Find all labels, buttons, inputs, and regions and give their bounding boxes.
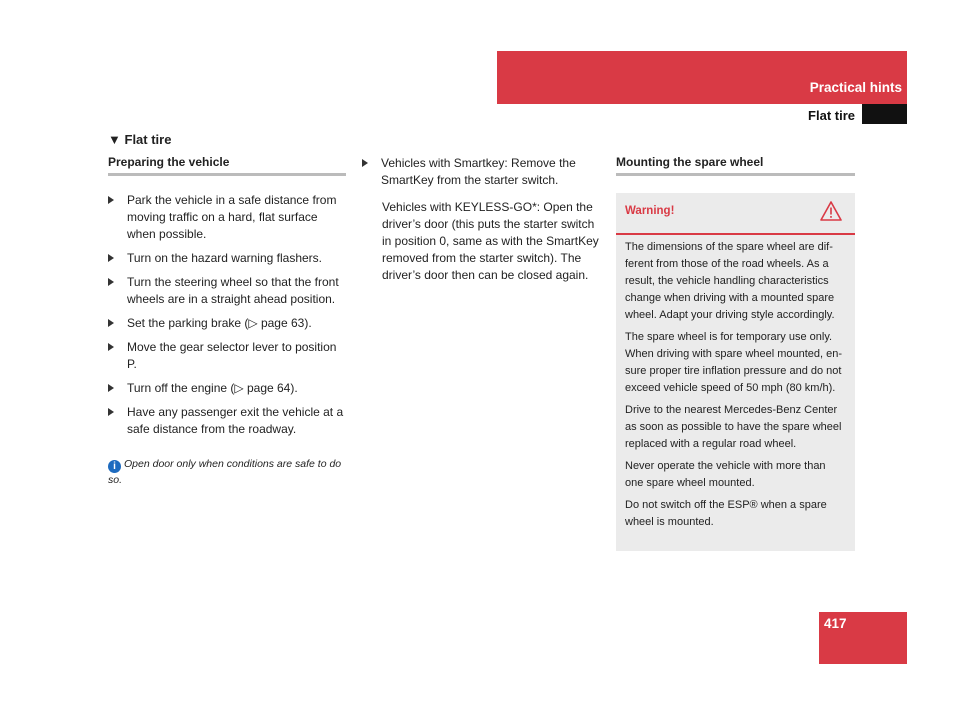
warning-body <box>616 235 855 531</box>
arrow-right-icon <box>108 254 114 262</box>
col3-heading: Mounting the spare wheel <box>616 155 855 176</box>
list-item: Set the parking brake (▷ page 63). <box>108 315 346 332</box>
arrow-right-icon <box>108 343 114 351</box>
info-icon: i <box>108 460 121 473</box>
info-note <box>108 457 348 488</box>
list-item: Turn on the hazard warning flashers. <box>108 250 346 267</box>
header-band <box>497 51 907 104</box>
header-subsection-title: Flat tire <box>808 108 855 123</box>
column-smartkey <box>362 155 602 284</box>
warning-paragraph: The spare wheel is for temporary use only. When driving with spare wheel mounted, en-sure proper tire inflation pressure and do not exceed vehicle speed of 50 mph (80 km/h). <box>625 331 843 394</box>
warning-paragraph: The dimensions of the spare wheel are dif-ferent from those of the road wheels. As a result, the vehicle handling characteristics change when driving with a mounted spare wheel. Adapt your driving style accordingly. <box>625 241 835 321</box>
arrow-right-icon <box>108 384 114 392</box>
arrow-right-icon <box>108 408 114 416</box>
triangle-down-icon: ▼ <box>108 132 121 147</box>
info-note-text: Open door only when conditions are safe to do so. <box>108 458 342 486</box>
list-item: Turn off the engine (▷ page 64). <box>108 380 346 397</box>
list-item: Turn the steering wheel so that the front wheels are in a straight ahead position. <box>108 274 346 308</box>
warning-box <box>616 193 855 551</box>
preparing-steps-list <box>108 192 346 438</box>
list-item: Have any passenger exit the vehicle at a safe distance from the roadway. <box>108 404 346 438</box>
list-item: Park the vehicle in a safe distance from moving traffic on a hard, flat surface when possible. <box>108 192 346 243</box>
list-item: Move the gear selector lever to position P. <box>108 339 346 373</box>
column-preparing <box>108 155 346 445</box>
col1-heading: Preparing the vehicle <box>108 155 346 176</box>
warning-paragraph: Drive to the nearest Mercedes-Benz Center as soon as possible to have the spare wheel replaced with a regular road wheel. <box>625 404 842 450</box>
arrow-right-icon <box>108 319 114 327</box>
warning-triangle-icon <box>820 201 842 221</box>
arrow-right-icon <box>108 278 114 286</box>
warning-header <box>616 193 855 235</box>
smartkey-list <box>362 155 602 189</box>
warning-paragraph: Never operate the vehicle with more than one spare wheel mounted. <box>625 460 826 489</box>
page-number: 417 <box>824 616 847 631</box>
keyless-go-paragraph: Vehicles with KEYLESS-GO*: Open the driver’s door (this puts the starter switch in position 0, same as with the SmartKey removed from the starter switch). The driver’s door then can be closed again. <box>382 200 599 282</box>
subsection-bar <box>862 104 907 124</box>
arrow-right-icon <box>362 159 368 167</box>
warning-label: Warning! <box>625 205 675 217</box>
arrow-right-icon <box>108 196 114 204</box>
header-section-title: Practical hints <box>809 80 902 95</box>
page-title-text: Flat tire <box>124 132 172 147</box>
warning-paragraph: Do not switch off the ESP® when a spare wheel is mounted. <box>625 499 827 528</box>
page-title <box>108 132 171 147</box>
list-item: Vehicles with Smartkey: Remove the SmartKey from the starter switch. <box>362 155 602 189</box>
